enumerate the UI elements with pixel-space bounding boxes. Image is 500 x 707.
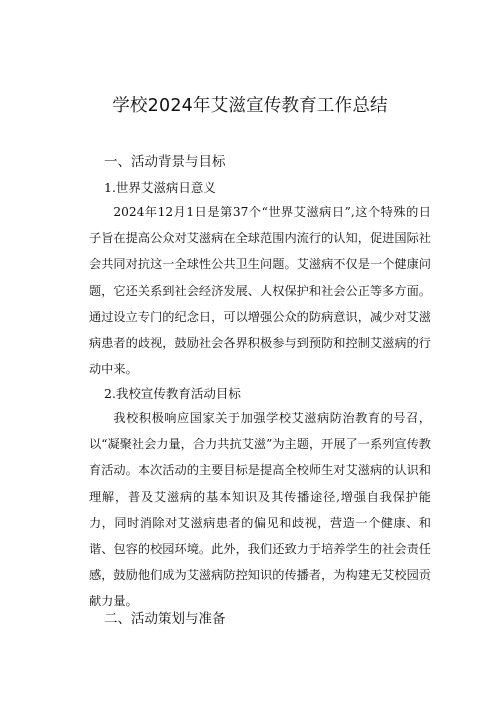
document-title: 学校2024年艾滋宣传教育工作总结 bbox=[112, 96, 388, 116]
section-heading-background-goals: 一、活动背景与目标 bbox=[104, 154, 226, 170]
paragraph-school-goals: 我校积极响应国家关于加强学校艾滋病防治教育的号召，以“凝聚社会力量，合力共抗艾滋”为主题，开展了一系列宣传教育活动。本次活动的主要目标是提高全校师生对艾滋病的认识和理解，普及艾滋病的基本知识及其传播途径,增强自我保护能力，同时消除对艾滋病患者的偏见和歧视，营造一个健康、和谐、包容的校园环境。此外，我们还致力于培养学生的社会责任感，鼓励他们成为艾滋病防控知识的传播者，为构建无艾校园贡献力量。 bbox=[89, 411, 431, 609]
section-heading-planning-preparation: 二、活动策划与准备 bbox=[104, 611, 226, 627]
paragraph-world-aids-day: 2024年12月1日是第37个“世界艾滋病日”,这个特殊的日子旨在提高公众对艾滋病在全球范围内流行的认知，促进国际社会共同对抗这一全球性公共卫生问题。艾滋病不仅是一个健康问题，它还关系到社会经济发展、人权保护和社会公正等多方面。通过设立专门的纪念日，可以增强公众的防病意识，减少对艾滋病患者的歧视，鼓励社会各界积极参与到预防和控制艾滋病的行动中来。 bbox=[89, 205, 431, 377]
subsection-heading-world-aids-day: 1.世界艾滋病日意义 bbox=[104, 180, 216, 195]
subsection-heading-school-goals: 2.我校宣传教育活动目标 bbox=[104, 386, 241, 401]
